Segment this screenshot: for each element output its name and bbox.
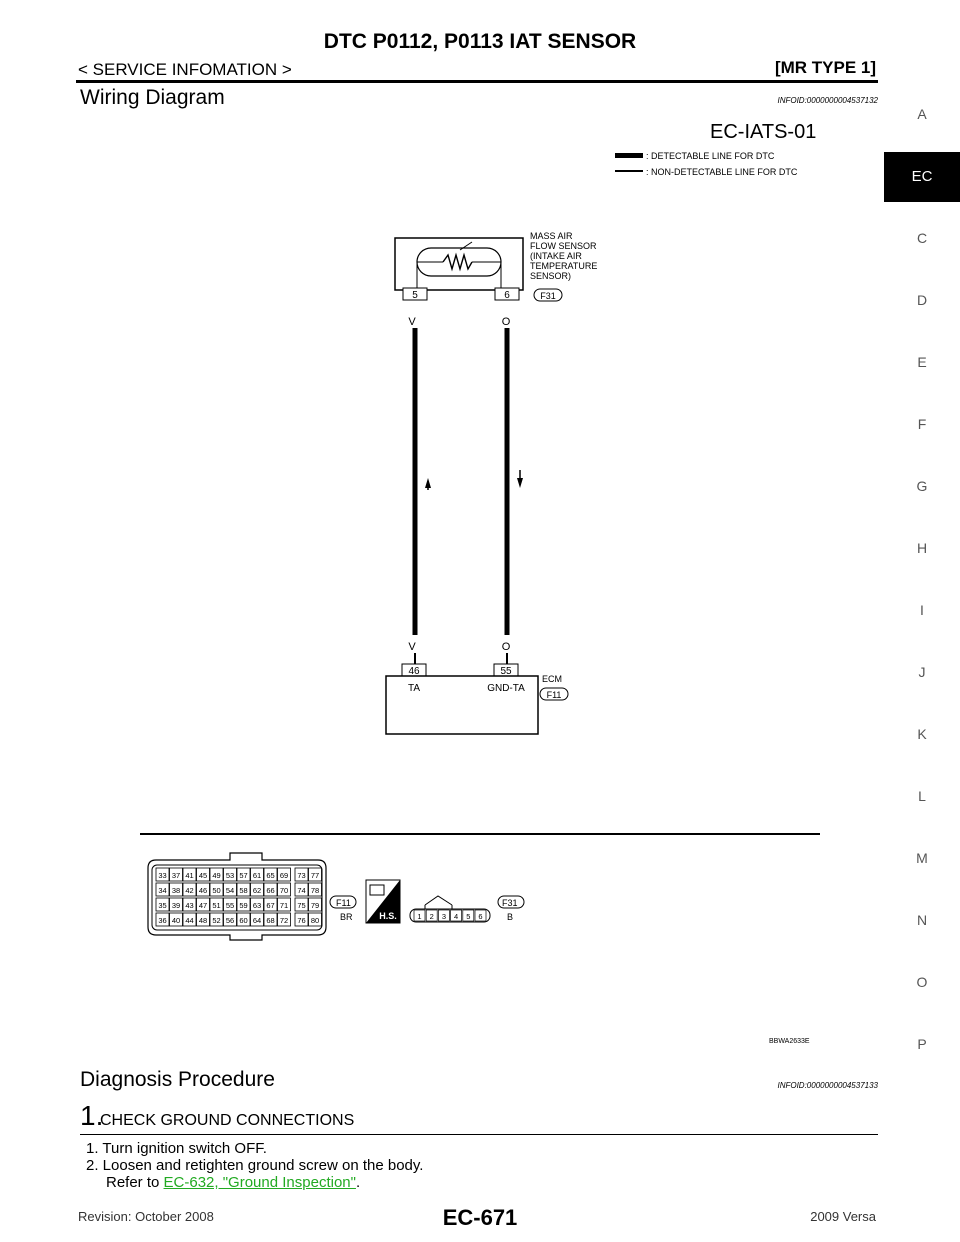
ecm-conn-pin-label: 79 <box>310 901 320 910</box>
ecm-conn-pin-label: 43 <box>185 901 194 910</box>
wire-color-bottom-v: V <box>408 641 416 653</box>
tab-o[interactable]: O <box>916 974 928 990</box>
ecm-conn-pin-label: 37 <box>171 871 181 880</box>
sensor-conn-pin-label: 4 <box>454 912 459 921</box>
ecm-conn-pin-label: 44 <box>185 916 194 925</box>
tab-f[interactable]: F <box>917 416 927 432</box>
tab-g[interactable]: G <box>916 478 928 494</box>
ecm-conn-pin-label: 56 <box>225 916 235 925</box>
diagnosis-heading: Diagnosis Procedure <box>80 1068 275 1091</box>
ecm-conn-pin-label: 60 <box>239 916 248 925</box>
ecm-conn-pin-label: 75 <box>297 901 306 910</box>
legend-detectable: : DETECTABLE LINE FOR DTC <box>646 151 775 161</box>
legend-detectable-swatch <box>615 153 643 158</box>
tab-n[interactable]: N <box>916 912 928 928</box>
ecm-conn-pin-label: 53 <box>225 871 235 880</box>
wiring-diagram <box>130 110 830 1050</box>
ecm-conn-pin-label: 74 <box>297 886 306 895</box>
ecm-conn-pin-label: 34 <box>158 886 167 895</box>
wire-color-top-o: O <box>501 316 511 328</box>
step-item: 1. Turn ignition switch OFF. <box>86 1140 267 1157</box>
ecm-conn-pin-label: 39 <box>171 901 181 910</box>
ecm-conn-pin-label: 71 <box>279 901 289 910</box>
tab-c[interactable]: C <box>916 230 928 246</box>
ecm-conn-pin-label: 42 <box>185 886 194 895</box>
ecm-conn-pin-label: 78 <box>310 886 320 895</box>
ecm-conn-pin-label: 65 <box>266 871 275 880</box>
tab-j[interactable]: J <box>918 664 926 680</box>
ecm-conn-color: BR <box>340 912 353 922</box>
legend-non-detectable: : NON-DETECTABLE LINE FOR DTC <box>646 167 798 177</box>
ground-inspection-link[interactable]: EC-632, "Ground Inspection" <box>163 1174 356 1191</box>
vehicle-model: 2009 Versa <box>810 1209 876 1224</box>
tab-p[interactable]: P <box>917 1036 927 1052</box>
legend-non-detectable-swatch <box>615 170 643 172</box>
engine-type-label: [MR TYPE 1] <box>774 58 876 77</box>
ecm-conn-pin-label: 59 <box>239 901 248 910</box>
ecm-conn-pin-label: 80 <box>310 916 320 925</box>
wiring-diagram-heading: Wiring Diagram <box>80 86 225 109</box>
svg-text:F31: F31 <box>540 291 556 301</box>
ecm-conn-pin-label: 48 <box>198 916 208 925</box>
ecm-conn-pin-label: 36 <box>158 916 167 925</box>
ecm-conn-pin-label: 77 <box>310 871 320 880</box>
ecm-conn-pin-label: 67 <box>266 901 275 910</box>
ecm-conn-pin-label: 57 <box>239 871 248 880</box>
resistor-icon <box>443 255 472 269</box>
ecm-conn-pin-label: 69 <box>279 871 289 880</box>
figure-id: BBWA2633E <box>769 1038 810 1045</box>
ecm-conn-pin-label: 52 <box>212 916 221 925</box>
sensor-conn-pin-label: 3 <box>441 912 446 921</box>
ecm-conn-pin-label: 61 <box>252 871 262 880</box>
step-list <box>86 1140 423 1191</box>
service-info-label: < SERVICE INFOMATION > <box>78 60 292 79</box>
header-rule <box>76 80 878 83</box>
ecm-label: ECM <box>542 674 562 684</box>
page-title: DTC P0112, P0113 IAT SENSOR <box>323 30 637 53</box>
ecm-conn-tag-bottom: F11 <box>336 898 351 908</box>
ecm-conn-pin-label: 73 <box>297 871 306 880</box>
wire-color-bottom-o: O <box>501 641 511 653</box>
tab-m[interactable]: M <box>916 850 928 866</box>
ecm-conn-pin-label: 64 <box>252 916 262 925</box>
diagnosis-infoid: INFOID:0000000004537133 <box>777 1081 878 1090</box>
wiring-infoid: INFOID:0000000004537132 <box>777 96 878 105</box>
sensor-conn-pin-label: 6 <box>478 912 483 921</box>
ecm-conn-pin-label: 33 <box>158 871 167 880</box>
svg-text:6: 6 <box>504 290 510 301</box>
svg-text:H.S.: H.S. <box>379 911 397 921</box>
tab-i[interactable]: I <box>920 602 924 618</box>
ecm-conn-pin-label: 55 <box>225 901 235 910</box>
step-rule <box>80 1134 878 1135</box>
svg-text:F11: F11 <box>546 690 562 700</box>
ecm-connector-face <box>148 853 326 940</box>
tab-ec[interactable]: EC <box>884 152 960 202</box>
tab-k[interactable]: K <box>917 726 927 742</box>
step-item: 2. Loosen and retighten ground screw on the body. <box>86 1157 424 1174</box>
ecm-conn-pin-label: 49 <box>212 871 221 880</box>
tab-l[interactable]: L <box>918 788 926 804</box>
ecm-conn-pin-label: 47 <box>198 901 208 910</box>
ecm-terminal-ta: TA <box>407 683 421 694</box>
sensor-conn-pin-label: 5 <box>466 912 471 921</box>
revision-date: Revision: October 2008 <box>78 1209 214 1224</box>
maf-sensor-label: MASS AIR FLOW SENSOR (INTAKE AIR TEMPERATURE SENSOR) <box>530 231 598 281</box>
step-title: CHECK GROUND CONNECTIONS <box>100 1112 355 1129</box>
tab-a[interactable]: A <box>917 106 927 122</box>
ecm-conn-pin-label: 35 <box>158 901 167 910</box>
step-number: 1. <box>80 1100 104 1131</box>
page-number: EC-671 <box>442 1205 518 1230</box>
sensor-conn-pin-label: 1 <box>417 912 422 921</box>
ecm-terminal-gnd-ta: GND-TA <box>487 683 525 694</box>
ecm-conn-pin-label: 51 <box>212 901 221 910</box>
ecm-conn-pin-label: 54 <box>225 886 235 895</box>
ecm-conn-pin-label: 38 <box>171 886 181 895</box>
ecm-conn-pin-label: 70 <box>279 886 289 895</box>
ecm-conn-pin-label: 62 <box>252 886 262 895</box>
tab-h[interactable]: H <box>916 540 928 556</box>
sensor-conn-color: B <box>507 912 514 922</box>
ecm-conn-pin-label: 41 <box>185 871 194 880</box>
tab-e[interactable]: E <box>917 354 927 370</box>
diagram-code: EC-IATS-01 <box>710 121 817 143</box>
sensor-conn-pin-label: 2 <box>429 912 434 921</box>
svg-text:55: 55 <box>500 666 512 677</box>
ecm-conn-pin-label: 68 <box>266 916 275 925</box>
ecm-conn-pin-label: 58 <box>239 886 248 895</box>
refer-line: Refer to EC-632, "Ground Inspection". <box>106 1174 361 1191</box>
wire-color-top-v: V <box>408 316 416 328</box>
svg-text:5: 5 <box>412 290 418 301</box>
svg-text:46: 46 <box>408 666 420 677</box>
ecm-conn-pin-label: 50 <box>212 886 221 895</box>
ecm-conn-pin-label: 72 <box>279 916 289 925</box>
ecm-conn-pin-label: 66 <box>266 886 275 895</box>
sensor-conn-tag-bottom: F31 <box>502 898 518 908</box>
ecm-conn-pin-label: 76 <box>297 916 306 925</box>
ecm-conn-pin-label: 46 <box>198 886 208 895</box>
tab-d[interactable]: D <box>916 292 928 308</box>
ecm-conn-pin-label: 40 <box>171 916 181 925</box>
ecm-conn-pin-label: 63 <box>252 901 262 910</box>
ecm-conn-pin-label: 45 <box>198 871 208 880</box>
